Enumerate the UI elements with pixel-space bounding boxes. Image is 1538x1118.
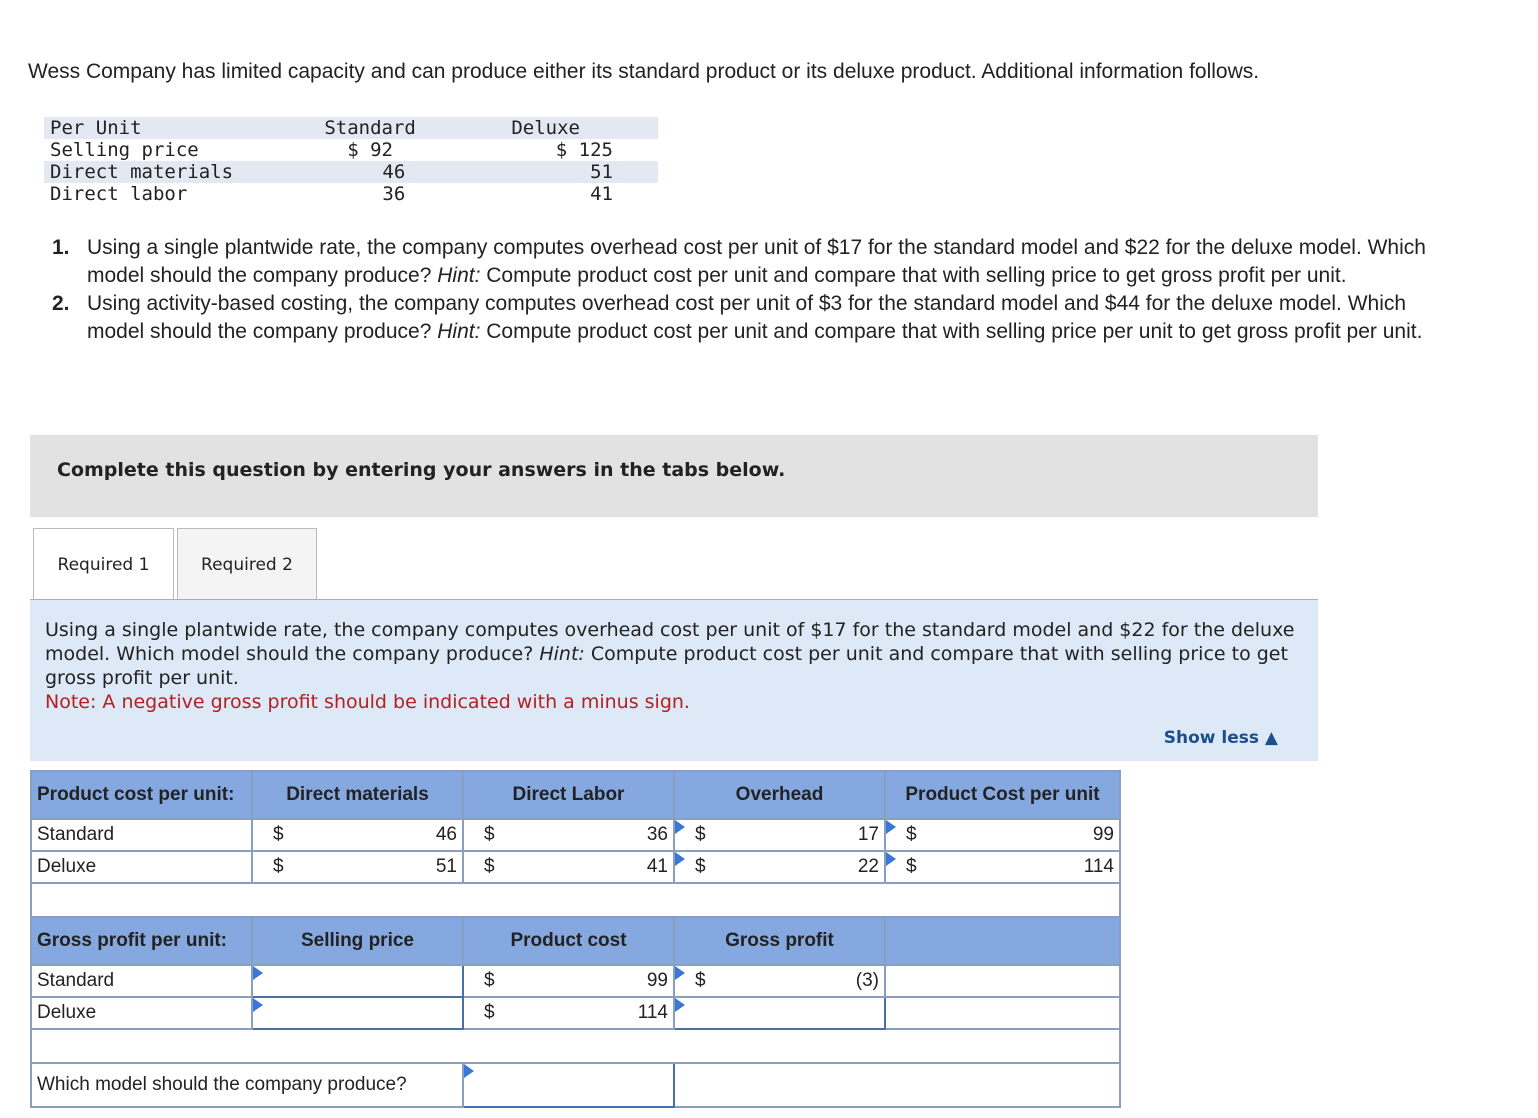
cost-header-oh: Overhead xyxy=(674,771,885,819)
oh-input[interactable] xyxy=(674,851,885,883)
empty-cell xyxy=(885,997,1120,1029)
spacer-cell xyxy=(31,883,1120,917)
gross-header-label: Gross profit per unit: xyxy=(31,917,252,965)
gross-row-standard xyxy=(31,965,1120,997)
row-label: Deluxe xyxy=(31,997,252,1029)
gross-header-gp: Gross profit xyxy=(674,917,885,965)
oh-value: 22 xyxy=(857,856,879,877)
oh-value: 17 xyxy=(857,824,879,845)
panel-hint: Compute product cost per unit and compare that with selling price to get gross profit per unit. xyxy=(45,643,1288,689)
dl-value: 36 xyxy=(646,824,668,845)
row-label: Deluxe xyxy=(31,851,252,883)
row-label: Standard xyxy=(31,819,252,851)
info-standard-value: $ 92 xyxy=(347,139,393,161)
gross-header-sp: Selling price xyxy=(252,917,463,965)
currency-sign: $ xyxy=(484,824,495,845)
currency-sign: $ xyxy=(695,970,706,991)
info-header-deluxe: Deluxe xyxy=(433,117,658,139)
instruction-banner xyxy=(30,435,1318,517)
answer-grid xyxy=(30,770,1121,1108)
oh-input[interactable] xyxy=(674,819,885,851)
panel-hint-label: Hint: xyxy=(539,643,585,665)
info-header-per-unit: Per Unit xyxy=(44,117,307,139)
currency-sign: $ xyxy=(484,856,495,877)
currency-sign: $ xyxy=(484,970,495,991)
flag-icon xyxy=(464,1064,474,1078)
spacer-row xyxy=(31,883,1120,917)
gross-header-pc: Product cost xyxy=(463,917,674,965)
flag-icon xyxy=(886,852,896,866)
dl-cell xyxy=(463,851,674,883)
currency-sign: $ xyxy=(484,1002,495,1023)
flag-icon xyxy=(675,852,685,866)
info-standard-value: 46 xyxy=(307,161,433,183)
cost-header-label: Product cost per unit: xyxy=(31,771,252,819)
pc-value: 114 xyxy=(637,1002,668,1023)
spacer-row xyxy=(31,1029,1120,1063)
show-less-label: Show less xyxy=(1163,728,1259,748)
currency-sign: $ xyxy=(695,856,706,877)
flag-icon xyxy=(675,998,685,1012)
spacer-cell xyxy=(31,1029,1120,1063)
cost-header-row xyxy=(31,771,1120,819)
info-header-standard: Standard xyxy=(307,117,433,139)
intro-text: Wess Company has limited capacity and can produce either its standard product or its deluxe product. Additional information follows. xyxy=(28,60,1260,83)
info-label: Selling price xyxy=(50,139,199,161)
gp-value: (3) xyxy=(855,970,879,991)
banner-text: Complete this question by entering your answers in the tabs below. xyxy=(57,459,786,481)
flag-icon xyxy=(886,820,896,834)
empty-cell xyxy=(885,965,1120,997)
info-row-direct-labor xyxy=(44,183,658,205)
info-row-selling-price xyxy=(44,139,658,161)
question-number: 1. xyxy=(52,236,70,259)
dm-cell xyxy=(252,819,463,851)
dm-value: 51 xyxy=(435,856,457,877)
info-header-row xyxy=(44,117,658,139)
question-item xyxy=(50,290,1450,346)
cost-header-dl: Direct Labor xyxy=(463,771,674,819)
gross-row-deluxe xyxy=(31,997,1120,1029)
gross-header-row xyxy=(31,917,1120,965)
flag-icon xyxy=(675,966,685,980)
info-standard-value: 36 xyxy=(382,183,406,205)
cost-header-pc: Product Cost per unit xyxy=(885,771,1120,819)
cost-row-deluxe xyxy=(31,851,1120,883)
pc-value: 99 xyxy=(1092,824,1114,845)
pc-cell xyxy=(463,965,674,997)
question-hint-label: Hint: xyxy=(437,320,481,343)
show-less-link[interactable] xyxy=(1164,728,1278,748)
question-text: Using activity-based costing, the company computes overhead cost per unit of $3 for the standard model and $44 for the deluxe model. Which model should the company produce? xyxy=(87,292,1407,343)
which-model-row xyxy=(31,1063,1120,1107)
pc-value: 114 xyxy=(1083,856,1114,877)
question-item xyxy=(50,234,1450,290)
panel-question-text: Using a single plantwide rate, the company computes overhead cost per unit of $17 for the standard model and $22 for the deluxe model. Which model should the company produce? xyxy=(45,619,1295,665)
tab-required-1[interactable]: Required 1 xyxy=(33,528,174,600)
gross-profit-input[interactable] xyxy=(674,965,885,997)
flag-icon xyxy=(253,998,263,1012)
cost-row-standard xyxy=(31,819,1120,851)
panel-text-block xyxy=(45,618,1305,714)
gross-profit-input[interactable] xyxy=(674,997,885,1029)
question-number: 2. xyxy=(52,292,70,315)
which-model-label: Which model should the company produce? xyxy=(31,1063,463,1107)
selling-price-input[interactable] xyxy=(252,965,463,997)
info-label: Direct materials xyxy=(44,161,307,183)
currency-sign: $ xyxy=(906,824,917,845)
dl-value: 41 xyxy=(646,856,668,877)
info-label: Direct labor xyxy=(50,183,188,205)
selling-price-input[interactable] xyxy=(252,997,463,1029)
currency-sign: $ xyxy=(695,824,706,845)
dl-cell xyxy=(463,819,674,851)
flag-icon xyxy=(675,820,685,834)
pc-cell xyxy=(463,997,674,1029)
tab-required-2[interactable]: Required 2 xyxy=(177,528,317,600)
pc-input[interactable] xyxy=(885,819,1120,851)
info-table xyxy=(44,117,658,205)
which-model-input[interactable] xyxy=(463,1063,674,1107)
gross-header-empty xyxy=(885,917,1120,965)
pc-value: 99 xyxy=(646,970,668,991)
question-hint: Compute product cost per unit and compare that with selling price to get gross profit per unit. xyxy=(486,264,1347,287)
info-deluxe-value: $ 125 xyxy=(555,139,613,161)
dm-value: 46 xyxy=(435,824,457,845)
empty-cell xyxy=(674,1063,1120,1107)
panel-note: Note: A negative gross profit should be indicated with a minus sign. xyxy=(45,691,690,713)
info-deluxe-value: 51 xyxy=(433,161,658,183)
currency-sign: $ xyxy=(273,856,284,877)
info-row-direct-materials xyxy=(44,161,658,183)
question-text: Using a single plantwide rate, the company computes overhead cost per unit of $17 for the standard model and $22 for the deluxe model. Which model should the company produce? xyxy=(87,236,1426,287)
dm-cell xyxy=(252,851,463,883)
cost-header-dm: Direct materials xyxy=(252,771,463,819)
question-hint-label: Hint: xyxy=(437,264,481,287)
currency-sign: $ xyxy=(273,824,284,845)
question-hint: Compute product cost per unit and compare that with selling price per unit to get gross profit per unit. xyxy=(486,320,1423,343)
caret-up-icon: ▲ xyxy=(1264,728,1278,748)
flag-icon xyxy=(253,966,263,980)
pc-input[interactable] xyxy=(885,851,1120,883)
row-label: Standard xyxy=(31,965,252,997)
info-deluxe-value: 41 xyxy=(590,183,613,205)
question-panel xyxy=(30,599,1318,761)
question-list xyxy=(50,234,1450,346)
currency-sign: $ xyxy=(906,856,917,877)
